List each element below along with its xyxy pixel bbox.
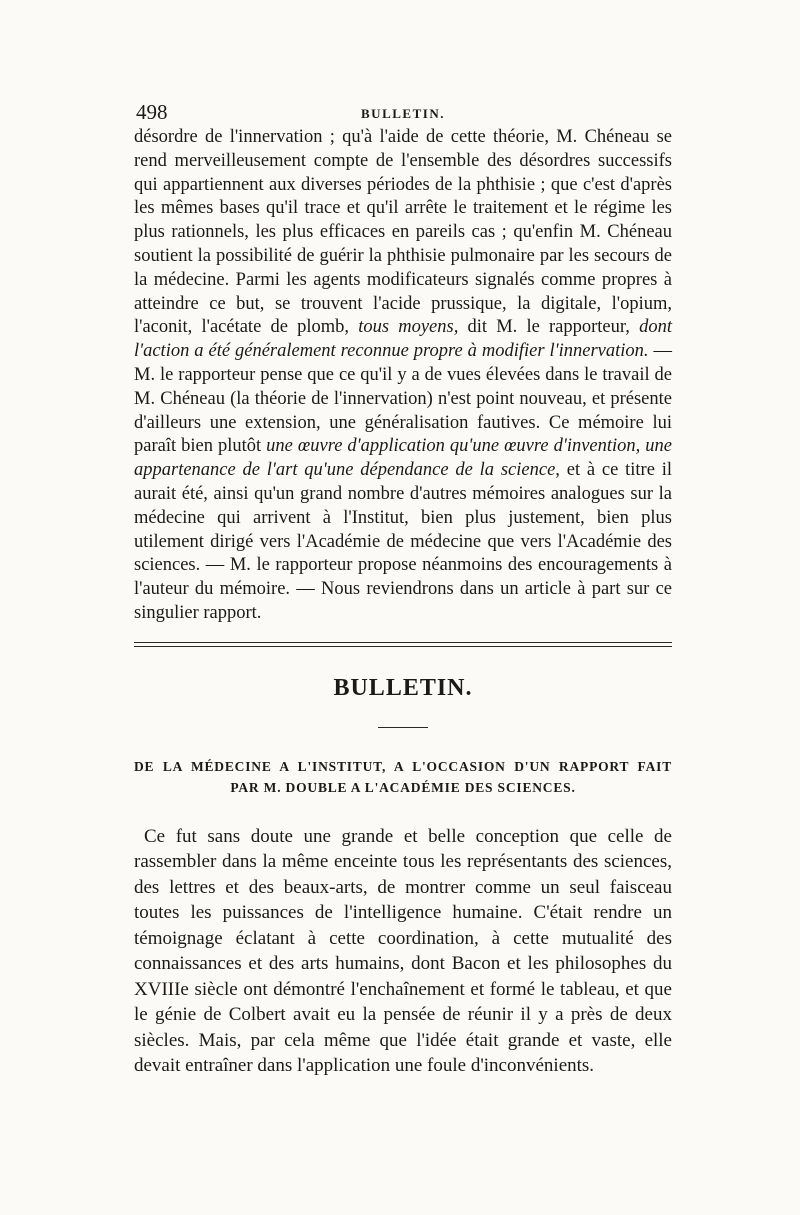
article-heading (134, 756, 672, 798)
running-title: BULLETIN. (361, 106, 445, 121)
paragraph-text: Ce fut sans doute une grande et belle conception que celle de rassembler dans la même enceinte tous les représentants des sciences, des lettres et des beaux-arts, de montrer comme un seul faisceau toutes les puissances de l'intelligence humaine. C'était rendre un témoignage éclatant à cette coordination, à cette mutualité des connaissances et des arts humains, dont Bacon et les philosophes du XVIIIe siècle ont démontré l'enchaînement et formé le tableau, et que le génie de Colbert avait eu la pensée de réunir il y a près de deux siècles. Mais, par cela même que l'idée était grande et vaste, elle devait entraîner dans l'application une foule d'inconvénients. (134, 825, 672, 1077)
paragraph-text: désordre de l'innervation ; qu'à l'aide de cette théorie, M. Chéneau se rend merveilleusement compte de l'ensemble des désordres successifs qui appartiennent aux diverses périodes de la phthisie ; que c'est d'après les mêmes bases qu'il trace et qu'il arrête le traitement et le régime les plus rationnels, les plus efficaces en pareils cas ; qu'enfin M. Chéneau soutient la possibilité de guérir la phthisie pulmonaire par les secours de la médecine. Parmi les agents modificateurs signalés comme propres à atteindre ce but, se trouvent l'acide prussique, la digitale, l'opium, l'aconit, l'acétate de plomb, (134, 127, 672, 338)
book-page (134, 96, 672, 1079)
italic-quote: une œuvre d'application qu'une œuvre d'invention, une appartenance de l'art qu'une dépendance de la science, (134, 436, 673, 481)
article-paragraph (134, 824, 672, 1079)
italic-quote: dont l'action a été généralement reconnue propre à modifier l'innervation. (134, 317, 673, 362)
paragraph-text: — M. le rapporteur pense que ce qu'il y a de vues élevées dans le travail de M. Chéneau (la théorie de l'innervation) n'est point nouveau, et présente d'ailleurs une extension, une généralisation fautives. Ce mémoire lui paraît bien plutôt (134, 341, 672, 457)
short-divider-rule (378, 727, 428, 728)
running-head (134, 96, 672, 126)
article-heading-line: DE LA MÉDECINE A L'INSTITUT, A L'OCCASION D'UN RAPPORT FAIT (134, 758, 672, 774)
top-paragraph (134, 126, 672, 626)
article-heading-line: PAR M. DOUBLE A L'ACADÉMIE DES SCIENCES. (230, 779, 576, 795)
paragraph-text: dit M. le rapporteur, (467, 317, 630, 338)
section-title: BULLETIN. (333, 674, 473, 701)
paragraph-text: et à ce titre il aurait été, ainsi qu'un grand nombre d'autres mémoires analogues sur la médecine qui arrivent à l'Institut, bien plus justement, bien plus utilement dirigé vers l'Académie de médecine que vers l'Académie des sciences. — M. le rapporteur propose néanmoins des encouragements à l'auteur du mémoire. — Nous reviendrons dans un article à part sur ce singulier rapport. (134, 460, 673, 623)
double-divider-rule (134, 642, 672, 647)
italic-phrase: tous moyens, (358, 317, 459, 338)
page-number: 498 (136, 100, 168, 124)
